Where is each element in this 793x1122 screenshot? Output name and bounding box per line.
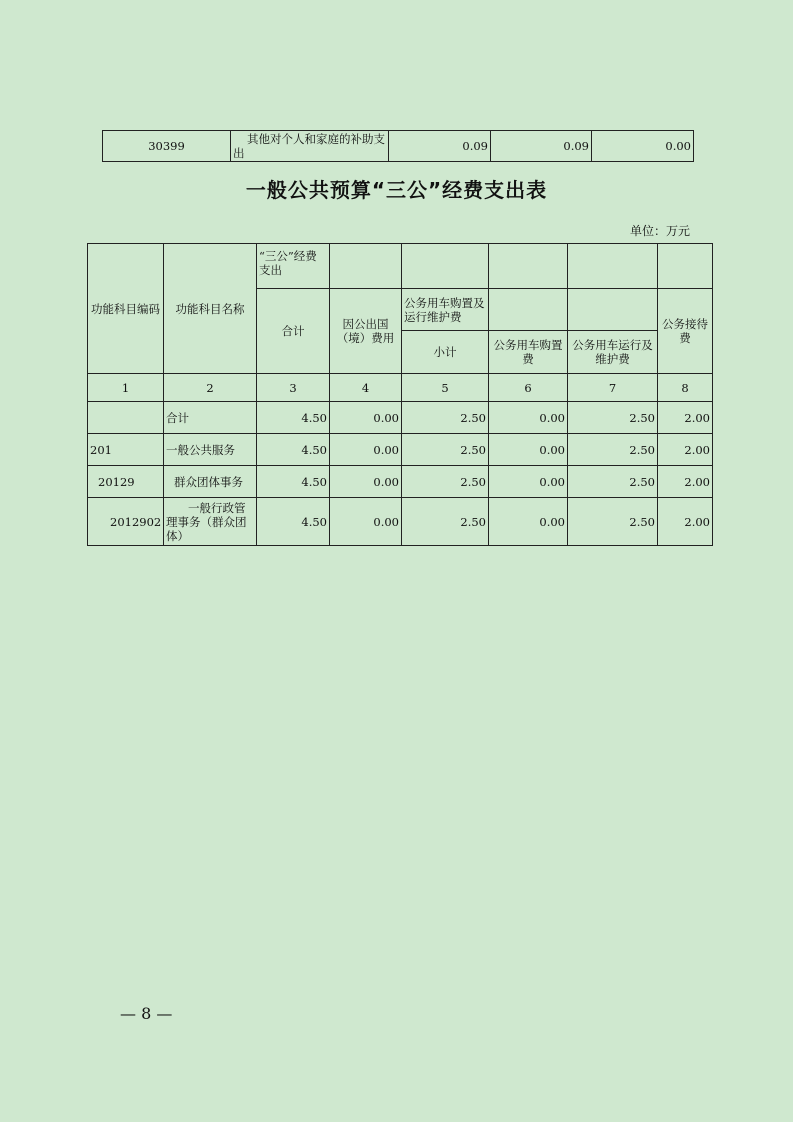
value-cell: 0.00 bbox=[592, 131, 694, 162]
code-cell bbox=[88, 402, 164, 434]
value-cell: 0.00 bbox=[330, 402, 402, 434]
value-cell: 2.50 bbox=[402, 466, 489, 498]
empty-cell bbox=[568, 244, 658, 289]
column-number: 1 bbox=[88, 374, 164, 402]
table-row bbox=[88, 498, 713, 546]
value-cell: 0.00 bbox=[489, 402, 568, 434]
code-cell: 201 bbox=[88, 434, 164, 466]
name-cell: 一般公共服务 bbox=[164, 434, 257, 466]
table-row bbox=[88, 434, 713, 466]
value-cell: 2.00 bbox=[658, 434, 713, 466]
value-cell: 0.00 bbox=[330, 498, 402, 546]
sangong-expense-table bbox=[87, 243, 713, 546]
code-cell: 2012902 bbox=[88, 498, 164, 546]
code-cell: 20129 bbox=[88, 466, 164, 498]
empty-cell bbox=[568, 289, 658, 331]
value-cell: 2.00 bbox=[658, 498, 713, 546]
page-number: — 8 — bbox=[120, 1004, 173, 1023]
value-cell: 4.50 bbox=[257, 402, 330, 434]
name-cell: 其他对个人和家庭的补助支出 bbox=[231, 131, 389, 162]
header-abroad: 因公出国（境）费用 bbox=[330, 289, 402, 374]
name-cell: 一般行政管理事务（群众团体） bbox=[164, 498, 257, 546]
value-cell: 2.00 bbox=[658, 466, 713, 498]
value-cell: 2.00 bbox=[658, 402, 713, 434]
value-cell: 2.50 bbox=[402, 402, 489, 434]
value-cell: 2.50 bbox=[568, 466, 658, 498]
value-cell: 0.00 bbox=[330, 466, 402, 498]
value-cell: 4.50 bbox=[257, 466, 330, 498]
value-cell: 2.50 bbox=[402, 498, 489, 546]
header-sangong: “三公”经费支出 bbox=[257, 244, 330, 289]
column-number: 8 bbox=[658, 374, 713, 402]
table-title: 一般公共预算“三公”经费支出表 bbox=[245, 178, 548, 202]
header-reception: 公务接待费 bbox=[658, 289, 713, 374]
header-code: 功能科目编码 bbox=[88, 244, 164, 374]
value-cell: 0.00 bbox=[330, 434, 402, 466]
value-cell: 0.00 bbox=[489, 434, 568, 466]
empty-cell bbox=[489, 244, 568, 289]
name-cell: 合计 bbox=[164, 402, 257, 434]
value-cell: 2.50 bbox=[568, 498, 658, 546]
column-number-row bbox=[88, 374, 713, 402]
empty-cell bbox=[489, 289, 568, 331]
column-number: 4 bbox=[330, 374, 402, 402]
empty-cell bbox=[330, 244, 402, 289]
name-cell: 群众团体事务 bbox=[164, 466, 257, 498]
empty-cell bbox=[402, 244, 489, 289]
column-number: 7 bbox=[568, 374, 658, 402]
value-cell: 2.50 bbox=[568, 402, 658, 434]
value-cell: 0.00 bbox=[489, 466, 568, 498]
column-number: 3 bbox=[257, 374, 330, 402]
header-name: 功能科目名称 bbox=[164, 244, 257, 374]
column-number: 2 bbox=[164, 374, 257, 402]
unit-label: 单位：万元 bbox=[629, 224, 690, 238]
value-cell: 4.50 bbox=[257, 498, 330, 546]
previous-table-continuation bbox=[102, 130, 694, 162]
value-cell: 2.50 bbox=[402, 434, 489, 466]
table-row bbox=[88, 466, 713, 498]
table-row bbox=[103, 131, 694, 162]
value-cell: 0.00 bbox=[489, 498, 568, 546]
table-row bbox=[88, 402, 713, 434]
column-number: 5 bbox=[402, 374, 489, 402]
header-total: 合计 bbox=[257, 289, 330, 374]
value-cell: 2.50 bbox=[568, 434, 658, 466]
header-row bbox=[88, 244, 713, 289]
column-number: 6 bbox=[489, 374, 568, 402]
value-cell: 0.09 bbox=[491, 131, 592, 162]
header-purchase: 公务用车购置费 bbox=[489, 331, 568, 374]
header-subtotal: 小计 bbox=[402, 331, 489, 374]
code-cell: 30399 bbox=[103, 131, 231, 162]
empty-cell bbox=[658, 244, 713, 289]
value-cell: 0.09 bbox=[389, 131, 491, 162]
value-cell: 4.50 bbox=[257, 434, 330, 466]
header-operation: 公务用车运行及维护费 bbox=[568, 331, 658, 374]
header-vehicle: 公务用车购置及运行维护费 bbox=[402, 289, 489, 331]
